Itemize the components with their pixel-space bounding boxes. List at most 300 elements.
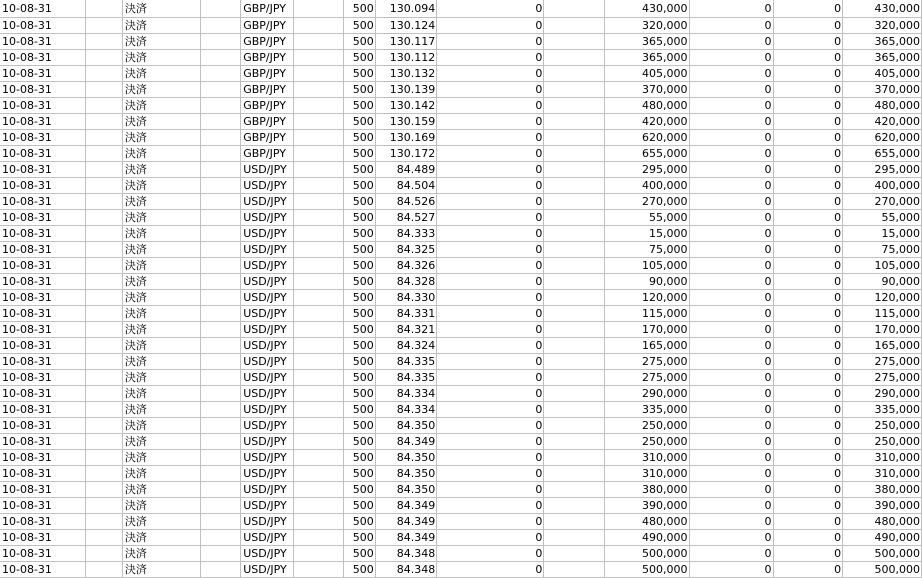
value-cell[interactable]: 0 [689,97,773,113]
value-cell[interactable]: 0 [773,481,843,497]
value-cell[interactable]: 0 [773,385,843,401]
type-cell[interactable]: 決済 [122,481,200,497]
value-cell[interactable]: 0 [773,33,843,49]
value-cell[interactable]: 0 [689,545,773,561]
value-cell[interactable]: 0 [689,465,773,481]
empty-cell[interactable] [293,161,343,177]
type-cell[interactable]: 決済 [122,369,200,385]
value-cell[interactable]: 0 [773,65,843,81]
value-cell[interactable]: 0 [689,0,773,17]
rate-cell[interactable]: 84.348 [375,545,437,561]
value-cell[interactable]: 0 [689,81,773,97]
total-cell[interactable]: 620,000 [843,129,922,145]
lot-cell[interactable]: 500 [344,529,376,545]
amount-cell[interactable]: 120,000 [604,289,689,305]
date-cell[interactable]: 10-08-31 [0,465,86,481]
value-cell[interactable]: 0 [689,209,773,225]
empty-cell[interactable] [200,33,241,49]
empty-cell[interactable] [544,385,605,401]
empty-cell[interactable] [86,321,123,337]
value-cell[interactable]: 0 [437,0,544,17]
pair-cell[interactable]: USD/JPY [241,433,294,449]
pair-cell[interactable]: GBP/JPY [241,113,294,129]
date-cell[interactable]: 10-08-31 [0,97,86,113]
empty-cell[interactable] [293,385,343,401]
value-cell[interactable]: 0 [437,481,544,497]
empty-cell[interactable] [86,497,123,513]
empty-cell[interactable] [86,177,123,193]
type-cell[interactable]: 決済 [122,449,200,465]
type-cell[interactable]: 決済 [122,241,200,257]
empty-cell[interactable] [86,465,123,481]
value-cell[interactable]: 0 [773,129,843,145]
date-cell[interactable]: 10-08-31 [0,17,86,33]
amount-cell[interactable]: 90,000 [604,273,689,289]
amount-cell[interactable]: 420,000 [604,113,689,129]
value-cell[interactable]: 0 [689,113,773,129]
amount-cell[interactable]: 490,000 [604,529,689,545]
value-cell[interactable]: 0 [689,433,773,449]
amount-cell[interactable]: 390,000 [604,497,689,513]
empty-cell[interactable] [200,417,241,433]
empty-cell[interactable] [293,529,343,545]
lot-cell[interactable]: 500 [344,177,376,193]
amount-cell[interactable]: 335,000 [604,401,689,417]
amount-cell[interactable]: 380,000 [604,481,689,497]
lot-cell[interactable]: 500 [344,49,376,65]
value-cell[interactable]: 0 [773,465,843,481]
rate-cell[interactable]: 84.350 [375,449,437,465]
empty-cell[interactable] [544,353,605,369]
value-cell[interactable]: 0 [437,145,544,161]
value-cell[interactable]: 0 [437,561,544,577]
lot-cell[interactable]: 500 [344,97,376,113]
amount-cell[interactable]: 480,000 [604,513,689,529]
total-cell[interactable]: 500,000 [843,561,922,577]
amount-cell[interactable]: 75,000 [604,241,689,257]
empty-cell[interactable] [200,273,241,289]
value-cell[interactable]: 0 [437,337,544,353]
lot-cell[interactable]: 500 [344,305,376,321]
empty-cell[interactable] [200,81,241,97]
type-cell[interactable]: 決済 [122,257,200,273]
lot-cell[interactable]: 500 [344,497,376,513]
type-cell[interactable]: 決済 [122,49,200,65]
value-cell[interactable]: 0 [689,385,773,401]
amount-cell[interactable]: 620,000 [604,129,689,145]
empty-cell[interactable] [200,97,241,113]
value-cell[interactable]: 0 [437,385,544,401]
value-cell[interactable]: 0 [689,289,773,305]
value-cell[interactable]: 0 [689,241,773,257]
type-cell[interactable]: 決済 [122,17,200,33]
pair-cell[interactable]: USD/JPY [241,209,294,225]
value-cell[interactable]: 0 [689,65,773,81]
empty-cell[interactable] [200,337,241,353]
empty-cell[interactable] [200,193,241,209]
amount-cell[interactable]: 320,000 [604,17,689,33]
empty-cell[interactable] [293,17,343,33]
rate-cell[interactable]: 84.325 [375,241,437,257]
lot-cell[interactable]: 500 [344,113,376,129]
date-cell[interactable]: 10-08-31 [0,497,86,513]
empty-cell[interactable] [86,145,123,161]
empty-cell[interactable] [200,529,241,545]
empty-cell[interactable] [86,449,123,465]
value-cell[interactable]: 0 [689,33,773,49]
value-cell[interactable]: 0 [437,17,544,33]
value-cell[interactable]: 0 [773,321,843,337]
total-cell[interactable]: 365,000 [843,49,922,65]
pair-cell[interactable]: USD/JPY [241,401,294,417]
pair-cell[interactable]: USD/JPY [241,497,294,513]
empty-cell[interactable] [293,513,343,529]
amount-cell[interactable]: 275,000 [604,353,689,369]
empty-cell[interactable] [293,209,343,225]
rate-cell[interactable]: 84.350 [375,417,437,433]
value-cell[interactable]: 0 [773,257,843,273]
amount-cell[interactable]: 250,000 [604,417,689,433]
empty-cell[interactable] [293,433,343,449]
value-cell[interactable]: 0 [773,225,843,241]
empty-cell[interactable] [544,145,605,161]
empty-cell[interactable] [293,0,343,17]
total-cell[interactable]: 270,000 [843,193,922,209]
empty-cell[interactable] [200,321,241,337]
empty-cell[interactable] [86,529,123,545]
pair-cell[interactable]: GBP/JPY [241,17,294,33]
amount-cell[interactable]: 295,000 [604,161,689,177]
total-cell[interactable]: 310,000 [843,449,922,465]
lot-cell[interactable]: 500 [344,129,376,145]
pair-cell[interactable]: GBP/JPY [241,33,294,49]
amount-cell[interactable]: 365,000 [604,49,689,65]
empty-cell[interactable] [200,465,241,481]
lot-cell[interactable]: 500 [344,193,376,209]
empty-cell[interactable] [293,417,343,433]
empty-cell[interactable] [200,65,241,81]
value-cell[interactable]: 0 [437,113,544,129]
lot-cell[interactable]: 500 [344,273,376,289]
empty-cell[interactable] [86,0,123,17]
type-cell[interactable]: 決済 [122,145,200,161]
empty-cell[interactable] [200,305,241,321]
empty-cell[interactable] [544,273,605,289]
date-cell[interactable]: 10-08-31 [0,481,86,497]
empty-cell[interactable] [544,433,605,449]
value-cell[interactable]: 0 [773,497,843,513]
lot-cell[interactable]: 500 [344,369,376,385]
empty-cell[interactable] [544,49,605,65]
empty-cell[interactable] [544,337,605,353]
rate-cell[interactable]: 84.348 [375,561,437,577]
lot-cell[interactable]: 500 [344,481,376,497]
value-cell[interactable]: 0 [437,225,544,241]
date-cell[interactable]: 10-08-31 [0,273,86,289]
value-cell[interactable]: 0 [689,417,773,433]
value-cell[interactable]: 0 [689,145,773,161]
rate-cell[interactable]: 84.349 [375,529,437,545]
lot-cell[interactable]: 500 [344,417,376,433]
lot-cell[interactable]: 500 [344,353,376,369]
type-cell[interactable]: 決済 [122,561,200,577]
value-cell[interactable]: 0 [437,241,544,257]
pair-cell[interactable]: USD/JPY [241,529,294,545]
value-cell[interactable]: 0 [689,177,773,193]
amount-cell[interactable]: 500,000 [604,545,689,561]
value-cell[interactable]: 0 [689,225,773,241]
value-cell[interactable]: 0 [437,321,544,337]
value-cell[interactable]: 0 [773,17,843,33]
empty-cell[interactable] [86,33,123,49]
amount-cell[interactable]: 275,000 [604,369,689,385]
pair-cell[interactable]: GBP/JPY [241,0,294,17]
empty-cell[interactable] [200,129,241,145]
empty-cell[interactable] [200,49,241,65]
empty-cell[interactable] [86,401,123,417]
date-cell[interactable]: 10-08-31 [0,529,86,545]
value-cell[interactable]: 0 [437,161,544,177]
total-cell[interactable]: 165,000 [843,337,922,353]
empty-cell[interactable] [86,225,123,241]
value-cell[interactable]: 0 [437,529,544,545]
value-cell[interactable]: 0 [689,257,773,273]
value-cell[interactable]: 0 [773,433,843,449]
empty-cell[interactable] [544,81,605,97]
type-cell[interactable]: 決済 [122,81,200,97]
value-cell[interactable]: 0 [689,321,773,337]
rate-cell[interactable]: 84.326 [375,257,437,273]
value-cell[interactable]: 0 [437,177,544,193]
pair-cell[interactable]: GBP/JPY [241,65,294,81]
value-cell[interactable]: 0 [773,337,843,353]
empty-cell[interactable] [293,369,343,385]
amount-cell[interactable]: 55,000 [604,209,689,225]
type-cell[interactable]: 決済 [122,209,200,225]
empty-cell[interactable] [200,353,241,369]
empty-cell[interactable] [544,545,605,561]
type-cell[interactable]: 決済 [122,33,200,49]
empty-cell[interactable] [86,289,123,305]
value-cell[interactable]: 0 [437,33,544,49]
empty-cell[interactable] [293,129,343,145]
value-cell[interactable]: 0 [437,209,544,225]
value-cell[interactable]: 0 [437,353,544,369]
empty-cell[interactable] [86,353,123,369]
empty-cell[interactable] [86,209,123,225]
empty-cell[interactable] [200,449,241,465]
value-cell[interactable]: 0 [773,561,843,577]
rate-cell[interactable]: 84.328 [375,273,437,289]
rate-cell[interactable]: 84.349 [375,513,437,529]
empty-cell[interactable] [544,481,605,497]
empty-cell[interactable] [86,417,123,433]
lot-cell[interactable]: 500 [344,385,376,401]
value-cell[interactable]: 0 [689,401,773,417]
rate-cell[interactable]: 130.094 [375,0,437,17]
value-cell[interactable]: 0 [437,257,544,273]
value-cell[interactable]: 0 [689,529,773,545]
empty-cell[interactable] [200,209,241,225]
total-cell[interactable]: 90,000 [843,273,922,289]
lot-cell[interactable]: 500 [344,209,376,225]
value-cell[interactable]: 0 [773,513,843,529]
total-cell[interactable]: 170,000 [843,321,922,337]
empty-cell[interactable] [86,433,123,449]
value-cell[interactable]: 0 [437,417,544,433]
lot-cell[interactable]: 500 [344,241,376,257]
value-cell[interactable]: 0 [437,193,544,209]
pair-cell[interactable]: USD/JPY [241,465,294,481]
empty-cell[interactable] [86,81,123,97]
empty-cell[interactable] [544,225,605,241]
value-cell[interactable]: 0 [689,561,773,577]
value-cell[interactable]: 0 [689,449,773,465]
value-cell[interactable]: 0 [689,353,773,369]
total-cell[interactable]: 105,000 [843,257,922,273]
empty-cell[interactable] [293,33,343,49]
pair-cell[interactable]: USD/JPY [241,337,294,353]
value-cell[interactable]: 0 [773,193,843,209]
empty-cell[interactable] [293,113,343,129]
empty-cell[interactable] [200,561,241,577]
lot-cell[interactable]: 500 [344,321,376,337]
value-cell[interactable]: 0 [773,81,843,97]
value-cell[interactable]: 0 [689,129,773,145]
pair-cell[interactable]: USD/JPY [241,561,294,577]
rate-cell[interactable]: 84.527 [375,209,437,225]
rate-cell[interactable]: 84.349 [375,497,437,513]
type-cell[interactable]: 決済 [122,0,200,17]
total-cell[interactable]: 115,000 [843,305,922,321]
empty-cell[interactable] [544,369,605,385]
value-cell[interactable]: 0 [773,161,843,177]
date-cell[interactable]: 10-08-31 [0,193,86,209]
pair-cell[interactable]: GBP/JPY [241,129,294,145]
empty-cell[interactable] [293,193,343,209]
empty-cell[interactable] [293,497,343,513]
value-cell[interactable]: 0 [773,113,843,129]
total-cell[interactable]: 320,000 [843,17,922,33]
date-cell[interactable]: 10-08-31 [0,209,86,225]
empty-cell[interactable] [544,449,605,465]
empty-cell[interactable] [293,449,343,465]
date-cell[interactable]: 10-08-31 [0,65,86,81]
empty-cell[interactable] [200,145,241,161]
total-cell[interactable]: 480,000 [843,97,922,113]
empty-cell[interactable] [544,305,605,321]
lot-cell[interactable]: 500 [344,0,376,17]
empty-cell[interactable] [293,225,343,241]
empty-cell[interactable] [544,497,605,513]
lot-cell[interactable]: 500 [344,161,376,177]
lot-cell[interactable]: 500 [344,33,376,49]
pair-cell[interactable]: USD/JPY [241,161,294,177]
total-cell[interactable]: 120,000 [843,289,922,305]
value-cell[interactable]: 0 [437,513,544,529]
value-cell[interactable]: 0 [689,513,773,529]
date-cell[interactable]: 10-08-31 [0,129,86,145]
date-cell[interactable]: 10-08-31 [0,369,86,385]
amount-cell[interactable]: 165,000 [604,337,689,353]
lot-cell[interactable]: 500 [344,81,376,97]
empty-cell[interactable] [293,353,343,369]
empty-cell[interactable] [200,113,241,129]
empty-cell[interactable] [86,193,123,209]
pair-cell[interactable]: USD/JPY [241,177,294,193]
amount-cell[interactable]: 170,000 [604,321,689,337]
amount-cell[interactable]: 115,000 [604,305,689,321]
rate-cell[interactable]: 84.321 [375,321,437,337]
type-cell[interactable]: 決済 [122,321,200,337]
type-cell[interactable]: 決済 [122,225,200,241]
date-cell[interactable]: 10-08-31 [0,145,86,161]
value-cell[interactable]: 0 [437,433,544,449]
empty-cell[interactable] [544,97,605,113]
empty-cell[interactable] [86,385,123,401]
rate-cell[interactable]: 84.489 [375,161,437,177]
empty-cell[interactable] [293,561,343,577]
empty-cell[interactable] [544,257,605,273]
rate-cell[interactable]: 84.334 [375,385,437,401]
value-cell[interactable]: 0 [689,305,773,321]
amount-cell[interactable]: 400,000 [604,177,689,193]
type-cell[interactable]: 決済 [122,417,200,433]
total-cell[interactable]: 430,000 [843,0,922,17]
rate-cell[interactable]: 130.142 [375,97,437,113]
rate-cell[interactable]: 130.112 [375,49,437,65]
lot-cell[interactable]: 500 [344,145,376,161]
lot-cell[interactable]: 500 [344,465,376,481]
empty-cell[interactable] [200,385,241,401]
value-cell[interactable]: 0 [773,49,843,65]
value-cell[interactable]: 0 [437,65,544,81]
total-cell[interactable]: 380,000 [843,481,922,497]
lot-cell[interactable]: 500 [344,337,376,353]
empty-cell[interactable] [200,513,241,529]
value-cell[interactable]: 0 [773,145,843,161]
amount-cell[interactable]: 500,000 [604,561,689,577]
value-cell[interactable]: 0 [773,241,843,257]
date-cell[interactable]: 10-08-31 [0,545,86,561]
empty-cell[interactable] [293,289,343,305]
lot-cell[interactable]: 500 [344,513,376,529]
value-cell[interactable]: 0 [773,529,843,545]
value-cell[interactable]: 0 [437,97,544,113]
value-cell[interactable]: 0 [689,161,773,177]
date-cell[interactable]: 10-08-31 [0,417,86,433]
empty-cell[interactable] [293,321,343,337]
empty-cell[interactable] [200,401,241,417]
rate-cell[interactable]: 84.333 [375,225,437,241]
pair-cell[interactable]: USD/JPY [241,449,294,465]
date-cell[interactable]: 10-08-31 [0,449,86,465]
rate-cell[interactable]: 84.350 [375,465,437,481]
lot-cell[interactable]: 500 [344,289,376,305]
value-cell[interactable]: 0 [773,401,843,417]
date-cell[interactable]: 10-08-31 [0,177,86,193]
empty-cell[interactable] [544,561,605,577]
value-cell[interactable]: 0 [689,273,773,289]
rate-cell[interactable]: 84.526 [375,193,437,209]
amount-cell[interactable]: 15,000 [604,225,689,241]
empty-cell[interactable] [293,465,343,481]
empty-cell[interactable] [200,241,241,257]
total-cell[interactable]: 490,000 [843,529,922,545]
value-cell[interactable]: 0 [773,177,843,193]
value-cell[interactable]: 0 [689,481,773,497]
rate-cell[interactable]: 130.124 [375,17,437,33]
